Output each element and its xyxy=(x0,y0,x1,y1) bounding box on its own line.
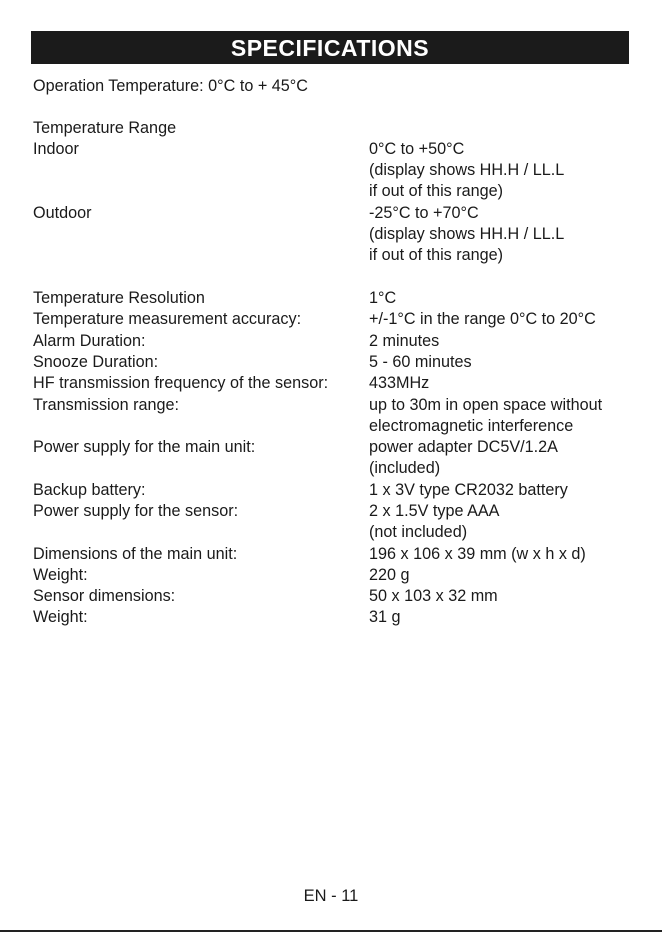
spec-value: power adapter DC5V/1.2A xyxy=(369,438,558,456)
outdoor-label: Outdoor xyxy=(33,204,92,222)
spec-label: Backup battery: xyxy=(33,481,146,499)
spec-label: Temperature Resolution xyxy=(33,289,205,307)
spec-label: Dimensions of the main unit: xyxy=(33,545,238,563)
spec-value: 2 x 1.5V type AAA xyxy=(369,502,500,520)
spec-label: Weight: xyxy=(33,566,88,584)
spec-label: Alarm Duration: xyxy=(33,332,146,350)
page-number: EN - 11 xyxy=(303,887,359,905)
indoor-label: Indoor xyxy=(33,140,79,158)
operation-temperature: Operation Temperature: 0°C to + 45°C xyxy=(33,77,308,95)
spec-value: 50 x 103 x 32 mm xyxy=(369,587,498,605)
spec-value: up to 30m in open space without xyxy=(369,396,603,414)
indoor-value-line: if out of this range) xyxy=(369,182,504,200)
temperature-range-heading: Temperature Range xyxy=(33,119,177,137)
spec-value: 433MHz xyxy=(369,374,430,392)
spec-value: 220 g xyxy=(369,566,410,584)
spec-value: (included) xyxy=(369,459,441,477)
spec-value: +/-1°C in the range 0°C to 20°C xyxy=(369,310,596,328)
spec-value: 1 x 3V type CR2032 battery xyxy=(369,481,568,499)
page-title: SPECIFICATIONS xyxy=(31,31,629,64)
spec-label: Transmission range: xyxy=(33,396,180,414)
spec-label: Weight: xyxy=(33,608,88,626)
outdoor-value-line: if out of this range) xyxy=(369,246,504,264)
spec-label: Snooze Duration: xyxy=(33,353,159,371)
spec-value: 2 minutes xyxy=(369,332,440,350)
spec-label: Power supply for the sensor: xyxy=(33,502,239,520)
spec-label: HF transmission frequency of the sensor: xyxy=(33,374,329,392)
spec-value: 196 x 106 x 39 mm (w x h x d) xyxy=(369,545,586,563)
spec-label: Temperature measurement accuracy: xyxy=(33,310,302,328)
spec-value: 5 - 60 minutes xyxy=(369,353,472,371)
bottom-rule xyxy=(0,930,662,932)
spec-value: 1°C xyxy=(369,289,397,307)
spec-label: Sensor dimensions: xyxy=(33,587,176,605)
indoor-value-line: 0°C to +50°C xyxy=(369,140,465,158)
indoor-value-line: (display shows HH.H / LL.L xyxy=(369,161,565,179)
spec-value: electromagnetic interference xyxy=(369,417,574,435)
outdoor-value-line: -25°C to +70°C xyxy=(369,204,479,222)
spec-value: (not included) xyxy=(369,523,468,541)
outdoor-value-line: (display shows HH.H / LL.L xyxy=(369,225,565,243)
spec-value: 31 g xyxy=(369,608,401,626)
spec-label: Power supply for the main unit: xyxy=(33,438,256,456)
